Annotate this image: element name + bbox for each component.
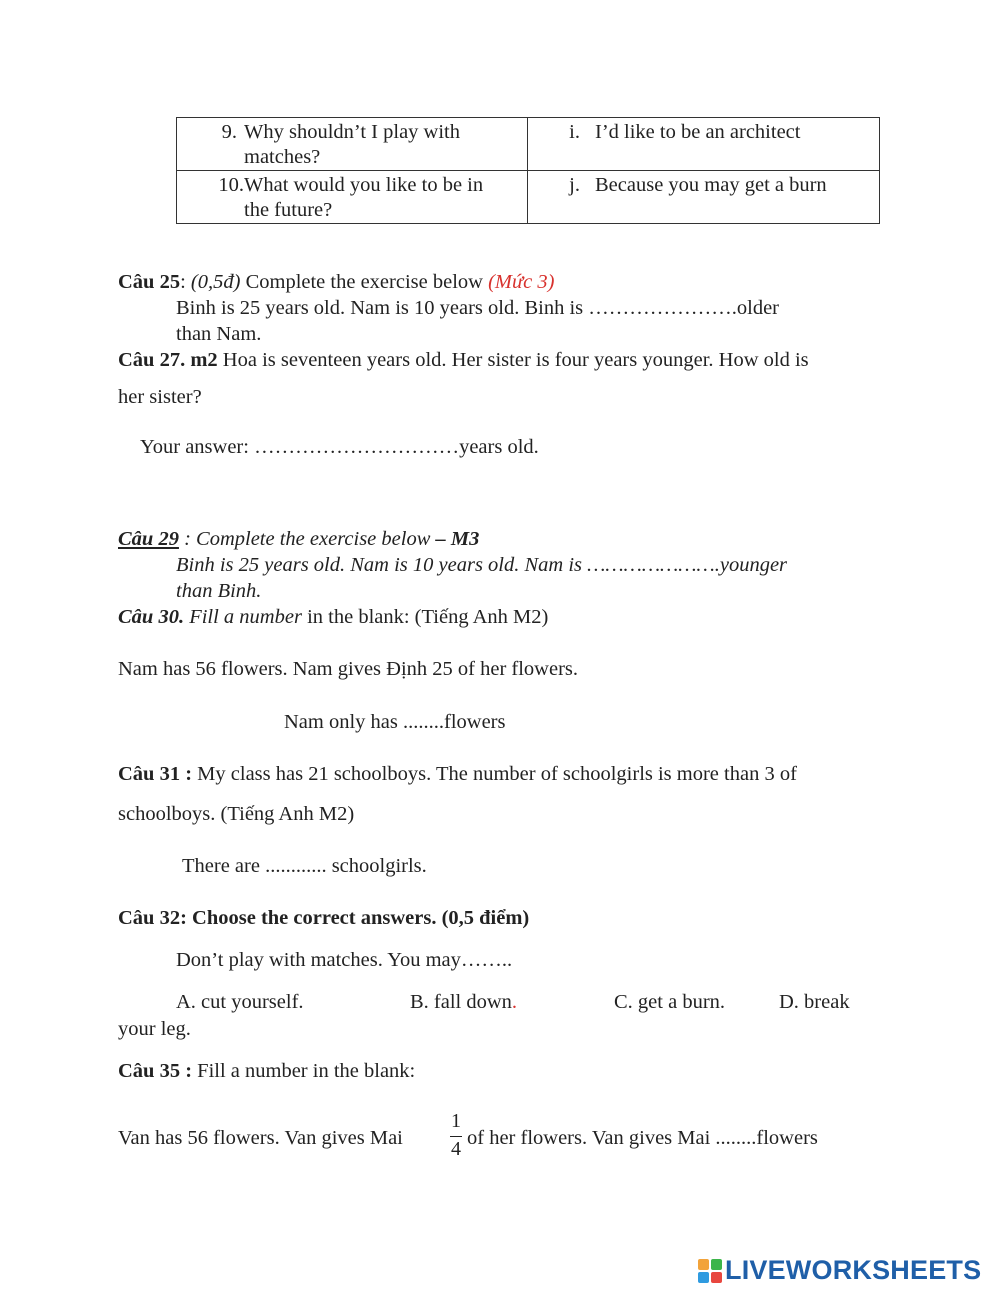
q32-option-b-dot: . <box>511 991 518 1013</box>
q29-level: – M3 <box>430 528 480 550</box>
matching-table <box>176 117 880 224</box>
liveworksheets-logo <box>698 1255 981 1286</box>
q29-line2: than Binh. <box>176 580 262 602</box>
q31-heading <box>118 762 797 787</box>
q31-label: Câu 31 : <box>118 763 193 785</box>
q25-line1: Binh is 25 years old. Nam is 10 years old. Binh is ………………….older <box>176 297 779 319</box>
q27-text: Hoa is seventeen years old. Her sister is four years younger. How old is <box>217 349 809 371</box>
question-cell <box>177 171 528 224</box>
q32-option-d-cont: your leg. <box>118 1018 191 1040</box>
q25-line2: than Nam. <box>176 323 262 345</box>
q25-colon: : <box>180 271 186 293</box>
answer-cell <box>528 171 880 224</box>
question-text: matches? <box>244 146 321 168</box>
q25-label: Câu 25 <box>118 271 181 293</box>
q32-option-b <box>410 990 517 1015</box>
q32-heading: Câu 32: Choose the correct answers. (0,5 điểm) <box>118 907 530 929</box>
question-text: the future? <box>244 199 333 221</box>
q32-option-b-text: B. fall down <box>410 991 512 1013</box>
q27-label: Câu 27. m2 <box>118 349 218 371</box>
q35-text-post: of her flowers. Van gives Mai ........flowers <box>467 1127 818 1149</box>
logo-block <box>698 1259 709 1270</box>
fraction-denominator: 4 <box>451 1138 461 1160</box>
q25-heading <box>118 270 554 295</box>
fraction-numerator: 1 <box>451 1110 461 1132</box>
q35-text-pre: Van has 56 flowers. Van gives Mai <box>118 1127 403 1149</box>
q31-text: My class has 21 schoolboys. The number of schoolgirls is more than 3 of <box>192 763 797 785</box>
answer-letter: i. <box>569 121 580 143</box>
logo-block <box>711 1272 722 1283</box>
table-row <box>177 118 880 171</box>
q29-heading <box>118 527 479 552</box>
table-row <box>177 171 880 224</box>
answer-text: I’d like to be an architect <box>595 121 801 143</box>
fraction-bar <box>450 1136 462 1137</box>
q35-label: Câu 35 : <box>118 1060 193 1082</box>
q25-level: (Mức 3) <box>488 271 555 293</box>
q31-answer-line: There are ............ schoolgirls. <box>182 855 427 877</box>
question-cell <box>177 118 528 171</box>
q25-instruction: Complete the exercise below <box>245 271 483 293</box>
q31-text-cont: schoolboys. (Tiếng Anh M2) <box>118 803 355 825</box>
q30-rest: in the blank: (Tiếng Anh M2) <box>301 606 549 628</box>
q29-instruction: : Complete the exercise below <box>178 528 431 550</box>
logo-block <box>711 1259 722 1270</box>
q32-option-d: D. break <box>779 991 850 1013</box>
answer-cell <box>528 118 880 171</box>
q25-points: (0,5đ) <box>190 271 241 293</box>
q29-label: Câu 29 <box>118 528 179 550</box>
q30-answer-line: Nam only has ........flowers <box>284 711 506 733</box>
q27-text-cont: her sister? <box>118 386 202 408</box>
q27-heading <box>118 348 809 373</box>
brand-name: LIVEWORKSHEETS <box>725 1255 982 1285</box>
answer-letter: j. <box>569 174 580 196</box>
answer-text: Because you may get a burn <box>595 174 827 196</box>
q30-text: Nam has 56 flowers. Nam gives Định 25 of her flowers. <box>118 658 579 680</box>
question-number: 9. <box>221 121 237 143</box>
q32-option-c: C. get a burn. <box>614 991 726 1013</box>
q30-heading <box>118 605 548 630</box>
q32-option-a: A. cut yourself. <box>176 991 304 1013</box>
q35-heading <box>118 1059 415 1084</box>
logo-blocks-icon <box>698 1259 722 1283</box>
q27-answer-line: Your answer: …………………………years old. <box>140 436 539 458</box>
q32-prompt: Don’t play with matches. You may…….. <box>176 949 513 971</box>
question-text: What would you like to be in <box>244 174 484 196</box>
q29-line1: Binh is 25 years old. Nam is 10 years old. Nam is ………………….younger <box>176 554 788 576</box>
logo-block <box>698 1272 709 1283</box>
q30-italic: Fill a number <box>184 606 302 628</box>
question-number: 10. <box>218 174 244 196</box>
question-text: Why shouldn’t I play with <box>244 121 460 143</box>
q35-instruction: Fill a number in the blank: <box>192 1060 416 1082</box>
q30-label: Câu 30. <box>118 606 185 628</box>
